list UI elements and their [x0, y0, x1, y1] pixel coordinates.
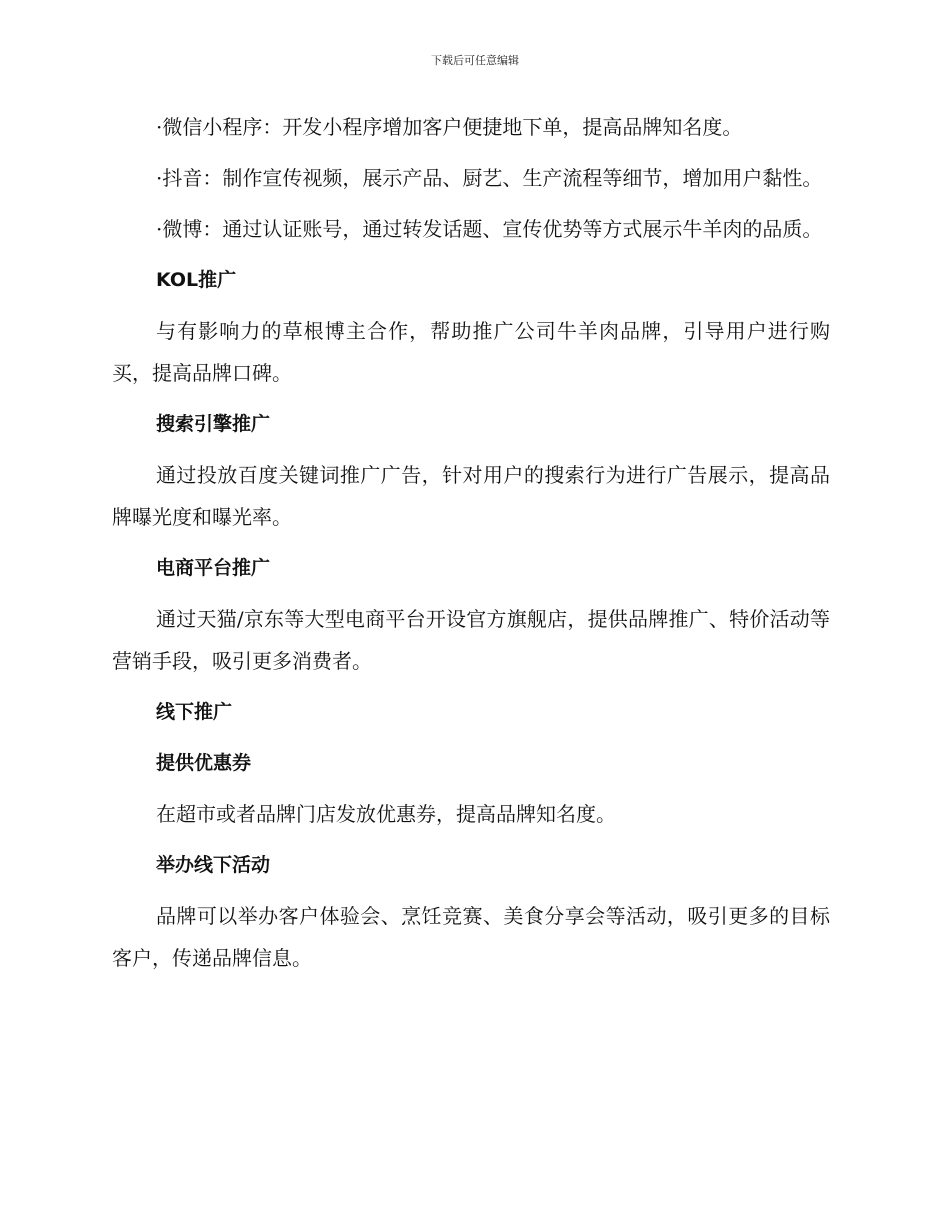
heading-search-engine-promotion: 搜索引擎推广	[156, 413, 271, 435]
heading-offline-events: 举办线下活动	[156, 854, 271, 876]
bullet-wechat-miniprogram: ·微信小程序：开发小程序增加客户便捷地下单，提高品牌知名度。	[156, 115, 743, 139]
paragraph-ecommerce: 通过天猫/京东等大型电商平台开设官方旗舰店，提供品牌推广、特价活动等营销手段，吸引更多消费者。	[112, 607, 830, 673]
paragraph-search-engine: 通过投放百度关键词推广广告，针对用户的搜索行为进行广告展示，提高品牌曝光度和曝光率。	[112, 463, 830, 529]
bullet-douyin: ·抖音：制作宣传视频，展示产品、厨艺、生产流程等细节，增加用户黏性。	[156, 166, 823, 190]
heading-kol-promotion: KOL推广	[156, 269, 237, 291]
bullet-weibo: ·微博：通过认证账号，通过转发话题、宣传优势等方式展示牛羊肉的品质。	[156, 217, 823, 241]
paragraph-kol: 与有影响力的草根博主合作，帮助推广公司牛羊肉品牌，引导用户进行购买，提高品牌口碑。	[112, 319, 830, 385]
heading-offline-promotion: 线下推广	[156, 701, 233, 723]
paragraph-offline-events: 品牌可以举办客户体验会、烹饪竞赛、美食分享会等活动，吸引更多的目标客户，传递品牌信息。	[112, 904, 830, 970]
heading-coupons: 提供优惠券	[156, 752, 252, 774]
heading-ecommerce-promotion: 电商平台推广	[156, 557, 271, 579]
document-body	[112, 106, 830, 988]
page-header: 下载后可任意编辑	[431, 54, 519, 67]
paragraph-coupons: 在超市或者品牌门店发放优惠券，提高品牌知名度。	[156, 802, 616, 826]
